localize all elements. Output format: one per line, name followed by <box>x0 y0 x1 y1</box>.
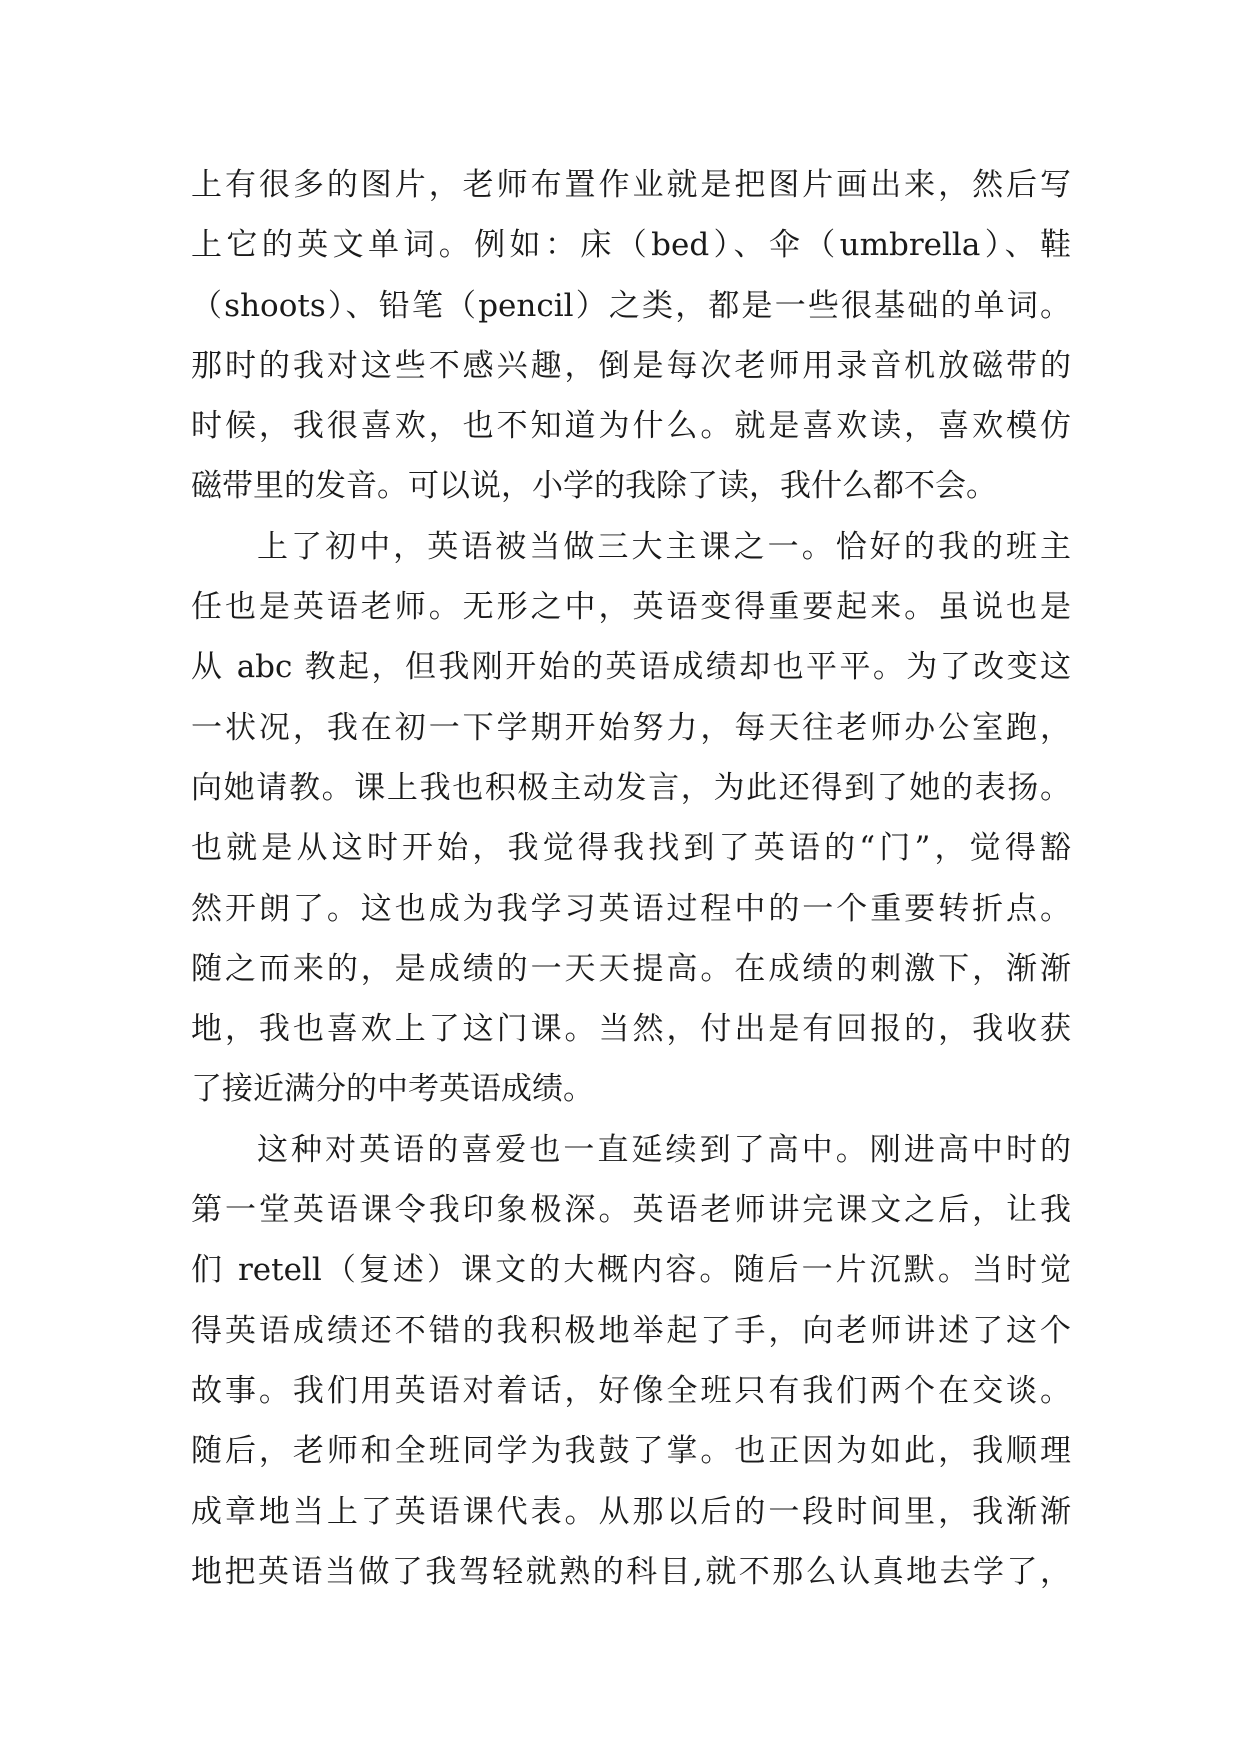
text-line: 一状况，我在初一下学期开始努力，每天往老师办公室跑， <box>191 709 1071 746</box>
text-line: 那时的我对这些不感兴趣，倒是每次老师用录音机放磁带的 <box>191 347 1071 384</box>
text-line: 这种对英语的喜爱也一直延续到了高中。刚进高中时的 <box>257 1131 1071 1168</box>
text-line: 地把英语当做了我驾轻就熟的科目,就不那么认真地去学了， <box>191 1553 1071 1590</box>
text-line: 也就是从这时开始，我觉得我找到了英语的“门”，觉得豁 <box>191 830 1071 867</box>
text-line: 了接近满分的中考英语成绩。 <box>191 1071 594 1108</box>
text-line: 任也是英语老师。无形之中，英语变得重要起来。虽说也是 <box>191 589 1071 626</box>
text-line: 第一堂英语课令我印象极深。英语老师讲完课文之后，让我 <box>191 1192 1071 1229</box>
text-line: 时候，我很喜欢，也不知道为什么。就是喜欢读，喜欢模仿 <box>191 408 1071 445</box>
text-line: 上了初中，英语被当做三大主课之一。恰好的我的班主 <box>257 528 1071 565</box>
text-line: 地，我也喜欢上了这门课。当然，付出是有回报的，我收获 <box>191 1011 1071 1048</box>
text-line: 从 abc 教起，但我刚开始的英语成绩却也平平。为了改变这 <box>191 649 1071 686</box>
text-line: 得英语成绩还不错的我积极地举起了手，向老师讲述了这个 <box>191 1312 1071 1349</box>
text-line: 向她请教。课上我也积极主动发言，为此还得到了她的表扬。 <box>191 769 1071 806</box>
text-line: 故事。我们用英语对着话，好像全班只有我们两个在交谈。 <box>191 1372 1071 1409</box>
text-line: 随之而来的，是成绩的一天天提高。在成绩的刺激下，渐渐 <box>191 950 1071 987</box>
text-line: （shoots）、铅笔（pencil）之类，都是一些很基础的单词。 <box>191 287 1071 324</box>
text-line: 磁带里的发音。可以说，小学的我除了读，我什么都不会。 <box>191 468 997 505</box>
text-line: 成章地当上了英语课代表。从那以后的一段时间里，我渐渐 <box>191 1493 1071 1530</box>
body-text <box>191 155 1071 1602</box>
text-line: 们 retell（复述）课文的大概内容。随后一片沉默。当时觉 <box>191 1252 1071 1289</box>
text-line: 随后，老师和全班同学为我鼓了掌。也正因为如此，我顺理 <box>191 1433 1071 1470</box>
text-line: 然开朗了。这也成为我学习英语过程中的一个重要转折点。 <box>191 890 1071 927</box>
text-line: 上它的英文单词。例如：床（bed）、伞（umbrella）、鞋 <box>191 227 1071 264</box>
text-line: 上有很多的图片，老师布置作业就是把图片画出来，然后写 <box>191 167 1071 203</box>
